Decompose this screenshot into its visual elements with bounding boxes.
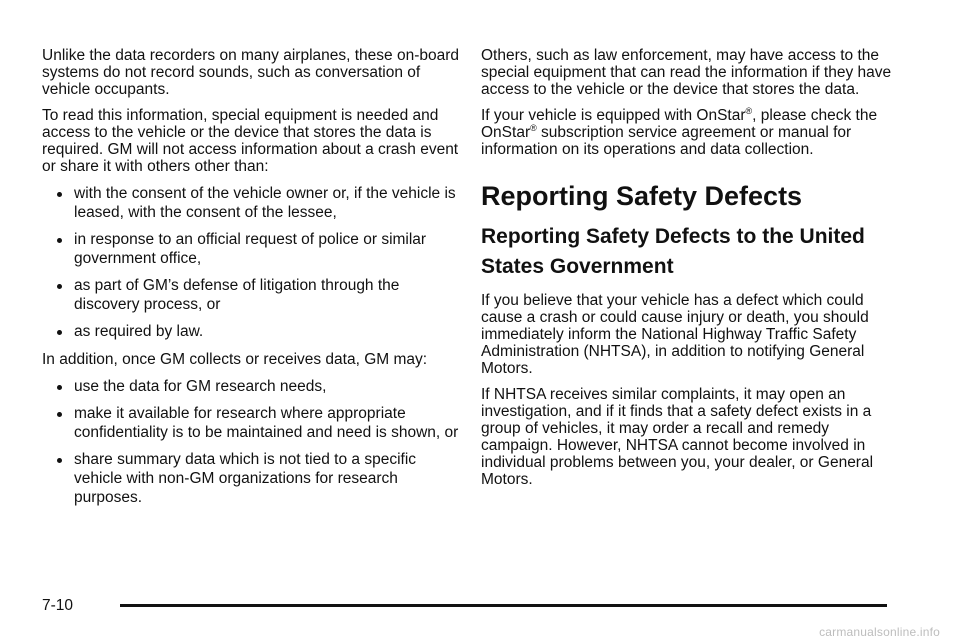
bullet-icon (57, 238, 62, 243)
list-item: in response to an official request of police or similar government office, (42, 230, 462, 268)
list-item: as required by law. (42, 322, 462, 341)
list-item: use the data for GM research needs, (42, 377, 462, 396)
section-heading: Reporting Safety Defects (481, 181, 803, 211)
page-footer (42, 597, 887, 617)
bullet-icon (57, 385, 62, 390)
list-item: make it available for research where appropriate confidentiality is to be maintained and need is shown, or (42, 404, 462, 442)
paragraph-law-enforcement: Others, such as law enforcement, may have access to the special equipment that can read the information if they have access to the vehicle or the device that stores the data. (481, 47, 892, 98)
watermark: carmanualsonline.info (819, 625, 940, 639)
left-column (42, 47, 462, 517)
subsection-heading: Reporting Safety Defects to the United States Government (481, 225, 865, 278)
registered-mark: ® (530, 122, 537, 133)
footer-rule (120, 604, 887, 607)
paragraph-onstar: If your vehicle is equipped with OnStar®, please check the OnStar® subscription service agreement or manual for information on its operations and data collection. (481, 105, 878, 158)
bullet-list-gm-uses (42, 377, 462, 507)
bullet-icon (57, 284, 62, 289)
list-item: as part of GM’s defense of litigation through the discovery process, or (42, 276, 462, 314)
paragraph-special-equipment: To read this information, special equipment is needed and access to the vehicle or the device that stores the data is required. GM will not access information about a crash event or share it with others other than: (42, 107, 459, 175)
list-item: share summary data which is not tied to a specific vehicle with non-GM organizations for research purposes. (42, 450, 462, 507)
paragraph-inform-nhtsa: If you believe that your vehicle has a defect which could cause a crash or could cause injury or death, you should immediately inform the National Highway Traffic Safety Administration (NHTSA), in addition to notifying General Motors. (481, 292, 869, 377)
paragraph-gm-may: In addition, once GM collects or receives data, GM may: (42, 351, 428, 368)
paragraph-nhtsa-investigation: If NHTSA receives similar complaints, it may open an investigation, and if it finds that a safety defect exists in a group of vehicles, it may order a recall and remedy campaign. However, NHTSA cannot become involved in individual problems between you, your dealer, or General Motors. (481, 386, 874, 488)
bullet-icon (57, 412, 62, 417)
right-column (481, 47, 901, 497)
paragraph-data-recorders: Unlike the data recorders on many airplanes, these on-board systems do not record sounds, such as conversation of vehicle occupants. (42, 47, 460, 98)
bullet-list-disclosure (42, 184, 462, 341)
bullet-icon (57, 192, 62, 197)
list-item: with the consent of the vehicle owner or, if the vehicle is leased, with the consent of the lessee, (42, 184, 462, 222)
registered-mark: ® (745, 105, 753, 116)
bullet-icon (57, 458, 62, 463)
bullet-icon (57, 330, 62, 335)
page-number: 7-10 (42, 597, 74, 614)
